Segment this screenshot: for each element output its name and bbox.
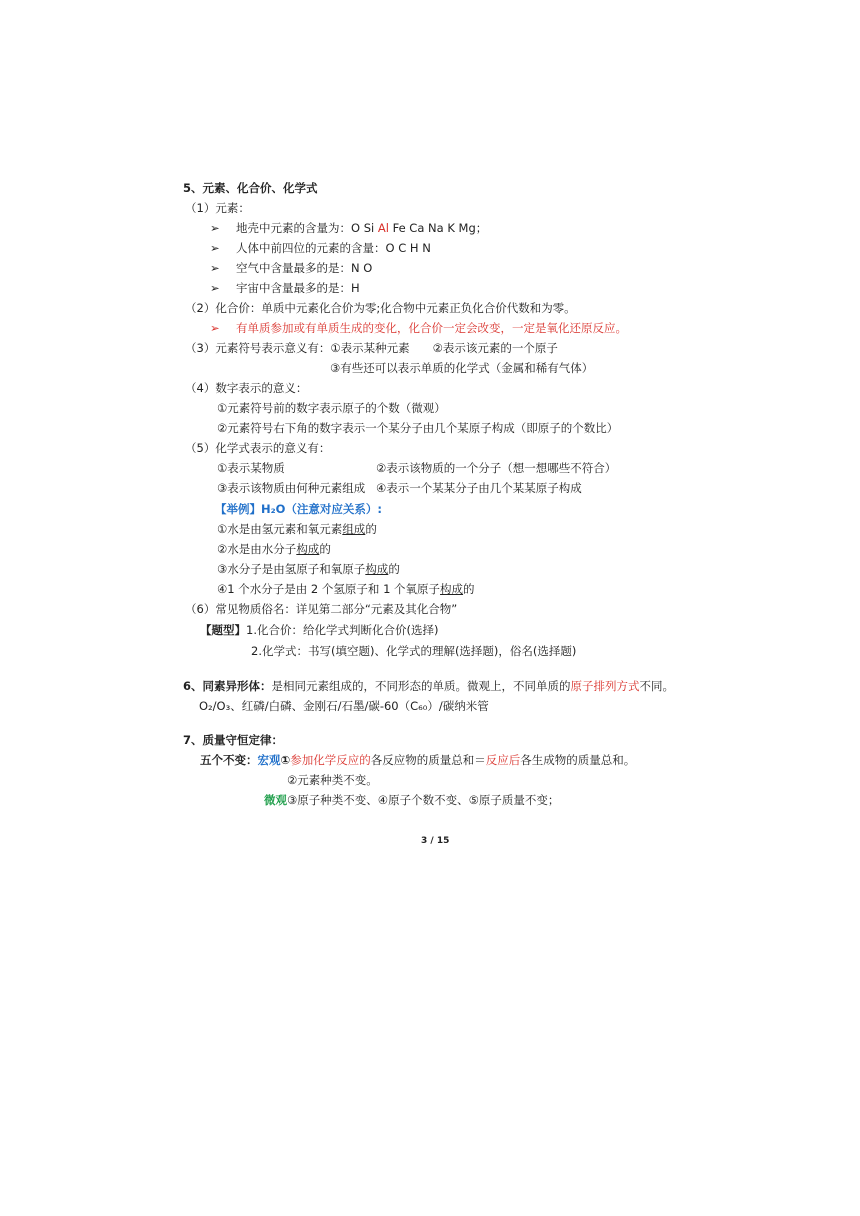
formula-meaning-label: （5）化学式表示的意义有： — [185, 441, 331, 455]
example-4-pre: ④1 个水分子是由 2 个氢原子和 1 个氧原子 — [217, 582, 441, 596]
example-3-key: 构成 — [365, 562, 389, 576]
example-line-2 — [217, 542, 331, 556]
example-2-post: 的 — [319, 542, 331, 556]
page-number: 3 / 15 — [421, 836, 450, 846]
example-1-post: 的 — [365, 522, 377, 536]
section-5-title: 5、元素、化合价、化学式 — [183, 181, 318, 195]
five-invariants-label: 五个不变： — [200, 753, 258, 767]
arrowhead-bullet-icon: ➢ — [210, 241, 220, 255]
example-1-key: 组成 — [342, 522, 366, 536]
item-1-number: ① — [280, 753, 291, 767]
item-1-highlight-1: 参加化学反应的 — [290, 753, 371, 767]
universe-elements-item — [210, 281, 360, 295]
crust-al: Al — [377, 221, 389, 235]
example-line-1 — [217, 522, 377, 536]
arrowhead-bullet-icon: ➢ — [210, 321, 220, 335]
crust-elements-item — [210, 221, 487, 235]
air-elements-text: 空气中含量最多的是：N O — [236, 261, 373, 275]
element-label: （1）元素： — [185, 201, 250, 215]
example-4-key: 构成 — [440, 582, 464, 596]
question-type-1 — [200, 623, 438, 637]
section-7-title: 7、质量守恒定律： — [183, 733, 284, 747]
macro-tag: 宏观 — [257, 753, 281, 767]
arrowhead-bullet-icon: ➢ — [210, 221, 220, 235]
section-6-text-post: 不同。 — [639, 679, 675, 693]
item-1-post: 各生成物的质量总和。 — [520, 753, 636, 767]
question-type-tag: 【题型】 — [200, 623, 246, 637]
body-elements-text: 人体中前四位的元素的含量：O C H N — [236, 241, 431, 255]
example-4-post: 的 — [463, 582, 475, 596]
micro-tag: 微观 — [264, 793, 287, 807]
valence-note-item — [210, 321, 627, 335]
number-meaning-item-1: ①元素符号前的数字表示原子的个数（微观） — [217, 401, 446, 415]
section-6-line — [183, 679, 674, 693]
arrowhead-bullet-icon: ➢ — [210, 261, 220, 275]
item-1-highlight-2: 反应后 — [485, 753, 521, 767]
question-type-1-text: 1.化合价：给化学式判断化合价(选择) — [246, 623, 439, 637]
example-3-pre: ③水分子是由氢原子和氧原子 — [217, 562, 366, 576]
body-elements-item — [210, 241, 431, 255]
example-2-pre: ②水是由水分子 — [217, 542, 297, 556]
item-1-mid: 各反应物的质量总和＝ — [370, 753, 486, 767]
allotrope-examples: O₂/O₃、红磷/白磷、金刚石/石墨/碳-60（C₆₀）/碳纳米管 — [199, 699, 489, 713]
formula-meaning-item-2: ②表示该物质的一个分子（想一想哪些不符合） — [376, 461, 617, 475]
example-1-pre: ①水是由氢元素和氧元素 — [217, 522, 343, 536]
number-meaning-item-2: ②元素符号右下角的数字表示一个某分子由几个某原子构成（即原子的个数比） — [217, 421, 619, 435]
example-3-post: 的 — [388, 562, 400, 576]
section-6-text-pre: 是相同元素组成的，不同形态的单质。微观上，不同单质的 — [271, 679, 571, 693]
section-6-highlight: 原子排列方式 — [570, 679, 640, 693]
crust-post: Fe Ca Na K Mg； — [388, 221, 488, 235]
crust-pre: 地壳中元素的含量为：O Si — [236, 221, 378, 235]
example-title: 【举例】H₂O（注意对应关系）: — [215, 502, 383, 516]
number-meaning-label: （4）数字表示的意义： — [185, 381, 308, 395]
conservation-line-1 — [200, 753, 635, 767]
common-names-label: （6）常见物质俗名：详见第二部分“元素及其化合物” — [185, 602, 458, 616]
valence-note-text: 有单质参加或有单质生成的变化，化合价一定会改变，一定是氧化还原反应。 — [236, 321, 627, 335]
formula-meaning-item-4: ④表示一个某某分子由几个某某原子构成 — [376, 481, 582, 495]
conservation-line-3 — [264, 793, 559, 807]
section-6-title: 6、同素异形体： — [183, 679, 272, 693]
example-2-key: 构成 — [296, 542, 320, 556]
example-line-4 — [217, 582, 475, 596]
item-3-text: ③原子种类不变、④原子个数不变、⑤原子质量不变； — [287, 793, 560, 807]
formula-meaning-item-3: ③表示该物质由何种元素组成 — [217, 481, 366, 495]
symbol-meaning-line1: （3）元素符号表示意义有：①表示某种元素 ②表示该元素的一个原子 — [185, 341, 558, 355]
example-line-3 — [217, 562, 400, 576]
symbol-meaning-line2: ③有些还可以表示单质的化学式（金属和稀有气体） — [330, 361, 594, 375]
question-type-2: 2.化学式：书写(填空题)、化学式的理解(选择题)，俗名(选择题) — [251, 644, 577, 658]
air-elements-item — [210, 261, 372, 275]
arrowhead-bullet-icon: ➢ — [210, 281, 220, 295]
formula-meaning-item-1: ①表示某物质 — [217, 461, 285, 475]
conservation-line-2: ②元素种类不变。 — [287, 773, 378, 787]
universe-elements-text: 宇宙中含量最多的是：H — [236, 281, 360, 295]
valence-label: （2）化合价：单质中元素化合价为零;化合物中元素正负化合价代数和为零。 — [185, 301, 576, 315]
